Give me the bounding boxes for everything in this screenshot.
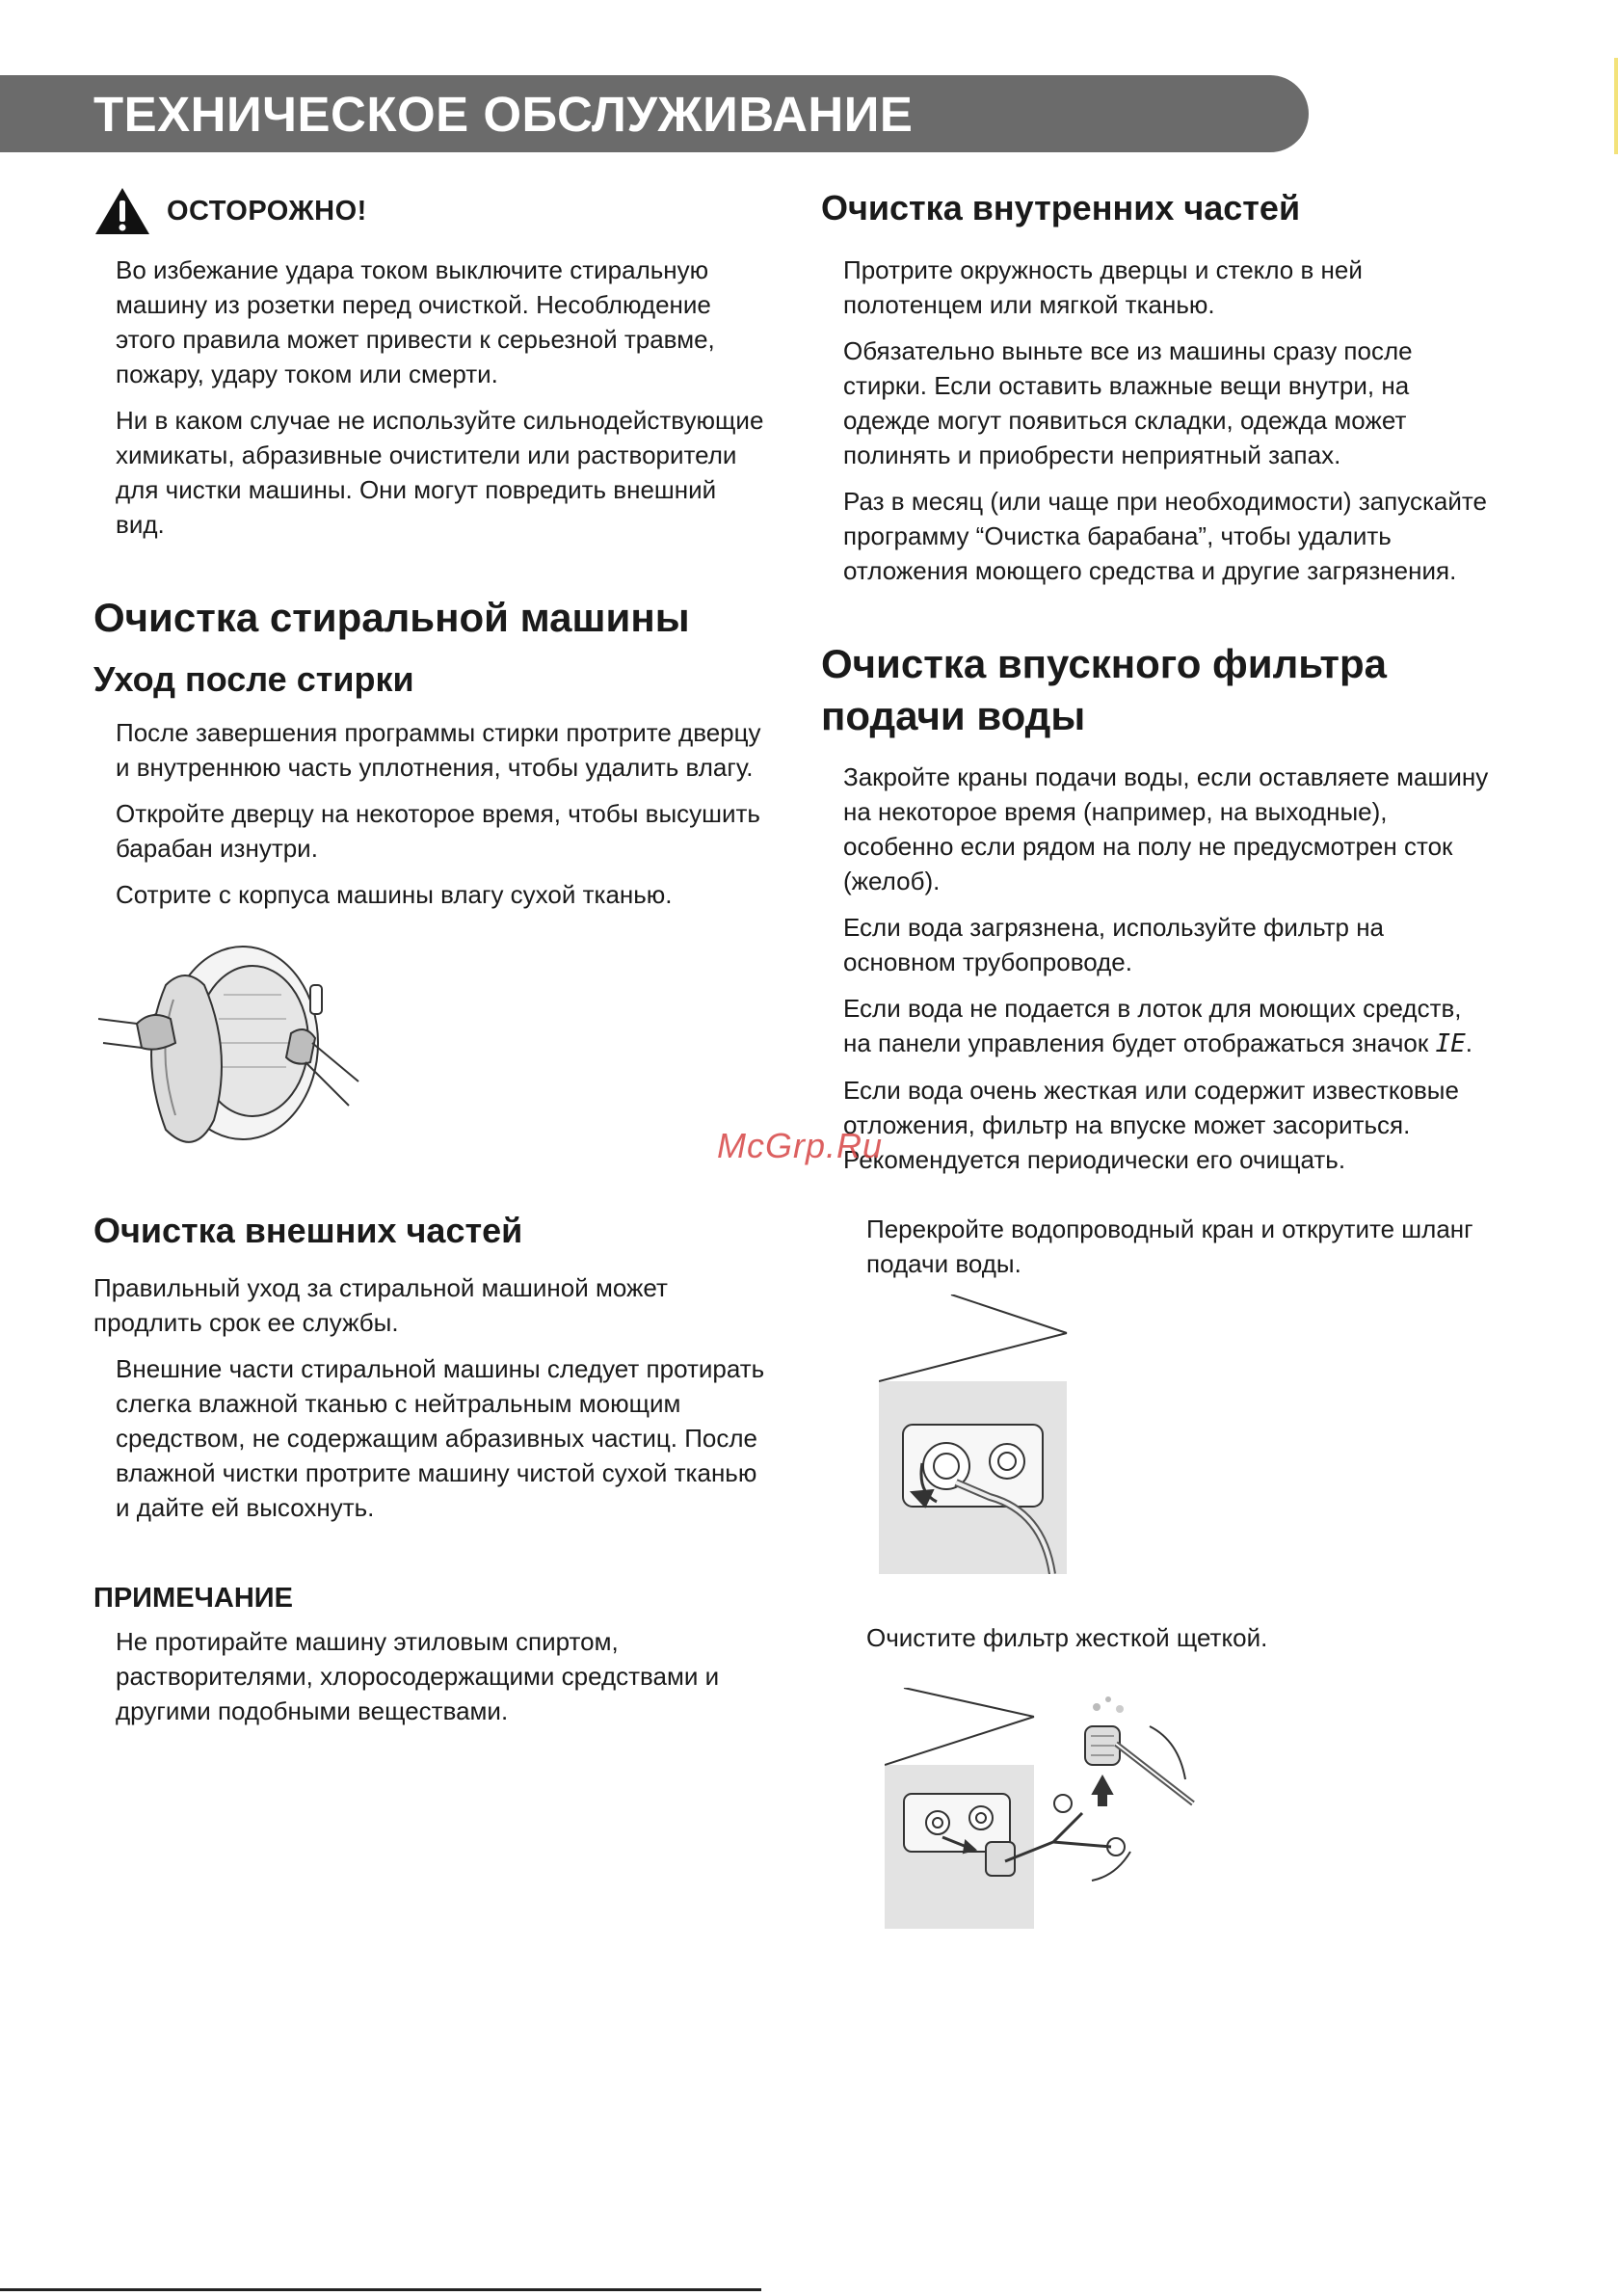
caution-body: [93, 253, 768, 542]
error-code-tail: .: [1465, 1028, 1472, 1057]
page-title: ТЕХНИЧЕСКОЕ ОБСЛУЖИВАНИЕ: [93, 87, 914, 142]
section-title-inlet-filter: [821, 638, 1496, 742]
interior-paragraph: Обязательно выньте все из машины сразу после стирки. Если оставить влажные вещи внутри, на одежде могут появиться складки, одежда может полинять и приобрести неприятный запах.: [843, 336, 1413, 469]
inlet-filter-paragraph: Закройте краны подачи воды, если оставляете машину на некоторое время (например, на выходные), особенно если рядом на полу не предусмотрен сток (желоб).: [843, 762, 1489, 895]
note-paragraph: Не протирайте машину этиловым спиртом, растворителями, хлоросодержащими средствами и другими подобными веществами.: [116, 1627, 720, 1725]
error-code-paragraph: [843, 991, 1496, 1061]
subsection-title-after-wash: Уход после стирки: [93, 659, 414, 699]
caution-paragraph: Во избежание удара током выключите стиральную машину из розетки перед очисткой. Несоблюдение этого правила может привести к серьезной травме, пожару, удару током или смерти.: [116, 255, 715, 388]
inlet-filter-title-line2: подачи воды: [821, 693, 1086, 738]
exterior-paragraph: Внешние части стиральной машины следует протирать слегка влажной тканью с нейтральным моющим средством, не содержащим абразивных частиц. После влажной чистки протрите машину чистой сухой тканью и дайте ей высохнуть.: [116, 1354, 765, 1522]
exterior-body: [93, 1351, 768, 1525]
right-column: [821, 183, 1496, 1929]
after-wash-body: [93, 715, 768, 912]
watermark: McGrp.Ru: [717, 1126, 884, 1165]
interior-paragraph: Протрите окружность дверцы и стекло в ней полотенцем или мягкой тканью.: [843, 255, 1363, 319]
step-1-text: Перекройте водопроводный кран и открутите шланг подачи воды.: [866, 1215, 1473, 1278]
inlet-filter-body: [821, 760, 1496, 1177]
section-title-washer-cleaning: Очистка стиральной машины: [93, 595, 690, 640]
after-wash-paragraph: После завершения программы стирки протрите дверцу и внутреннюю часть уплотнения, чтобы удалить влагу.: [116, 718, 761, 782]
unscrew-hose-illustration: [879, 1295, 1091, 1574]
error-code-display: IE: [1435, 1029, 1466, 1058]
caution-heading: [93, 183, 768, 239]
note-body: [93, 1624, 768, 1728]
warning-triangle-icon: [93, 186, 151, 236]
footer-divider: [0, 2288, 761, 2291]
interior-paragraph: Раз в месяц (или чаще при необходимости) запускайте программу “Очистка барабана”, чтобы удалить отложения моющего средства и другие загрязнения.: [843, 487, 1487, 585]
step-1: [821, 1212, 1496, 1281]
section-title-exterior: Очистка внешних частей: [93, 1211, 523, 1250]
door-wiping-illustration: [98, 927, 368, 1159]
step-2: [821, 1620, 1496, 1655]
section-title-interior: Очистка внутренних частей: [821, 188, 1301, 227]
note-title: ПРИМЕЧАНИЕ: [93, 1583, 293, 1614]
hard-water-paragraph: Если вода очень жесткая или содержит известковые отложения, фильтр на впуске может засориться. Рекомендуется периодически его очищать.: [843, 1076, 1459, 1174]
after-wash-paragraph: Сотрите с корпуса машины влагу сухой тканью.: [116, 880, 673, 909]
caution-paragraph: Ни в каком случае не используйте сильнодействующие химикаты, абразивные очистители или растворители для чистки машины. Они могут повредить внешний вид.: [116, 406, 764, 539]
inlet-filter-paragraph: Если вода загрязнена, используйте фильтр на основном трубопроводе.: [843, 913, 1385, 976]
exterior-intro: Правильный уход за стиральной машиной может продлить срок ее службы.: [93, 1273, 668, 1337]
caution-label: ОСТОРОЖНО!: [167, 195, 367, 227]
interior-body: [821, 253, 1496, 588]
step-2-text: Очистите фильтр жесткой щеткой.: [866, 1623, 1268, 1652]
after-wash-paragraph: Откройте дверцу на некоторое время, чтобы высушить барабан изнутри.: [116, 799, 760, 863]
filter-brush-illustration: [885, 1688, 1232, 1929]
inlet-filter-title-line1: Очистка впускного фильтра: [821, 641, 1387, 686]
page-edge-marker: [1614, 58, 1618, 154]
error-code-text: Если вода не подается в лоток для моющих средств, на панели управления будет отображаться значок: [843, 994, 1462, 1057]
left-column: [93, 183, 768, 1740]
